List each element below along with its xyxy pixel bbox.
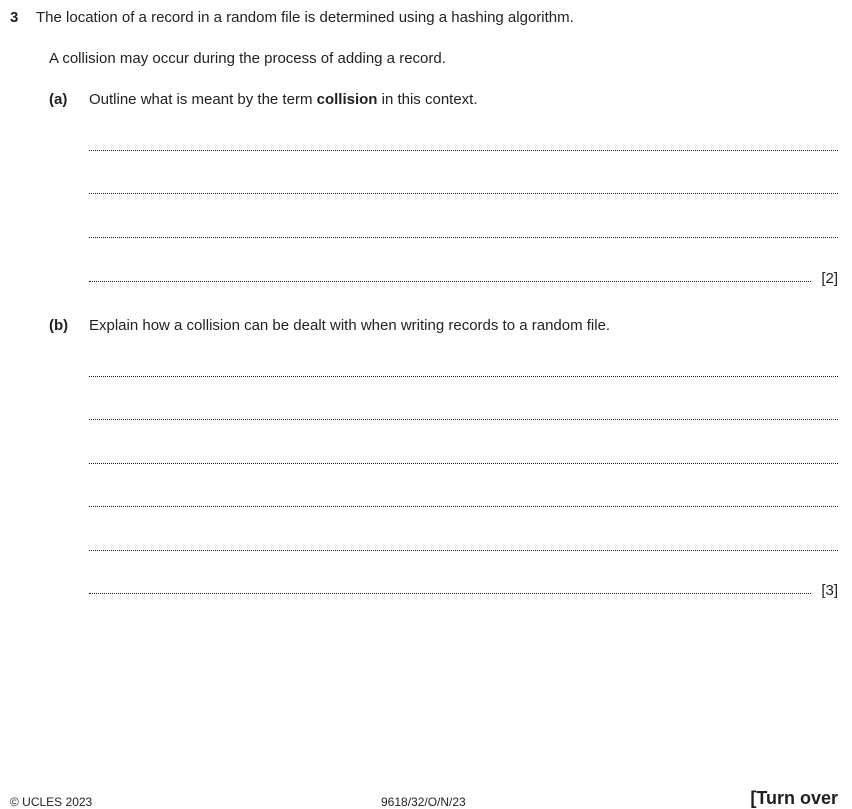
- answer-line[interactable]: [89, 593, 811, 594]
- answer-line[interactable]: [89, 550, 838, 551]
- answer-line[interactable]: [89, 463, 838, 464]
- part-a-label: (a): [49, 91, 68, 108]
- part-a-prompt-start: Outline what is meant by the term: [89, 91, 317, 108]
- part-a-keyword: collision: [316, 91, 378, 108]
- part-a-prompt-end: in this context.: [377, 91, 478, 108]
- turn-over-label: [Turn over: [750, 788, 838, 808]
- answer-line[interactable]: [89, 419, 838, 420]
- footer-copyright: © UCLES 2023: [10, 795, 93, 809]
- answer-line[interactable]: [89, 506, 838, 507]
- footer-paper-code: 9618/32/O/N/23: [381, 795, 466, 809]
- question-context: A collision may occur during the process of adding a record.: [49, 50, 446, 67]
- answer-line[interactable]: [89, 193, 838, 194]
- answer-line[interactable]: [89, 237, 838, 238]
- part-a-marks: [2]: [821, 270, 838, 287]
- answer-line[interactable]: [89, 376, 838, 377]
- answer-line[interactable]: [89, 150, 838, 151]
- question-number: 3: [10, 9, 19, 26]
- part-b-prompt: Explain how a collision can be dealt with when writing records to a random file.: [89, 317, 611, 334]
- part-b-marks: [3]: [821, 582, 838, 599]
- part-a-prompt: [89, 91, 478, 108]
- answer-line[interactable]: [89, 281, 811, 282]
- question-stem: The location of a record in a random file is determined using a hashing algorithm.: [36, 9, 574, 26]
- part-b-label: (b): [49, 317, 69, 334]
